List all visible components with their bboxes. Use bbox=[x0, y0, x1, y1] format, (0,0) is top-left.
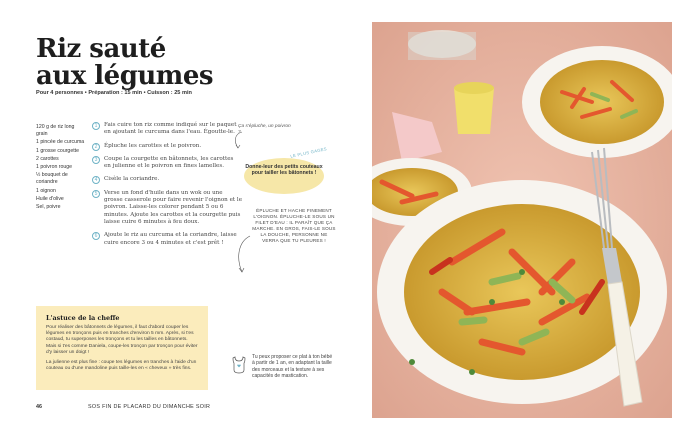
step-item bbox=[92, 232, 242, 247]
chef-tip-paragraph: Pour réaliser des bâtonnets de légumes, il faut d'abord couper les légumes en tronçons puis en tranches d'environ 5 mm. Après, si t'es costaud, tu superposes les tronçons et tu les tailles en bâtonnets. Mais si t'es comme Daniela, coupe-les tronçon par tronçon pour éviter d'y laisser un doigt ! bbox=[46, 325, 198, 355]
baby-note: Tu peux proposer ce plat à ton bébé à partir de 1 an, en adaptant la taille des morceaux et la texture à ses capacités de mastication. bbox=[252, 354, 333, 379]
step-number: 6 bbox=[92, 232, 100, 240]
cilantro-leaf bbox=[519, 269, 525, 275]
step-item bbox=[92, 190, 242, 227]
cilantro-leaf bbox=[559, 299, 565, 305]
yellow-cup bbox=[454, 88, 494, 134]
step-text: Verse un fond d'huile dans un wok ou une grosse casserole pour faire revenir l'oignon et le poivron. Laisse-les colorer pendant 5 ou 6 minutes. Ajoute les carottes et la courgette puis laisse cuire 6 minutes à feu doux. bbox=[104, 189, 243, 226]
page-number: 46 bbox=[36, 404, 42, 410]
chef-tip-title: L'astuce de la cheffe bbox=[46, 314, 120, 322]
step-item bbox=[92, 176, 242, 183]
cilantro-leaf bbox=[489, 299, 495, 305]
step-item bbox=[92, 122, 242, 137]
tip-tag: LE PLUS GAGES bbox=[289, 146, 328, 159]
ingredient-item: 1 grosse courgette bbox=[36, 147, 79, 154]
recipe-title-line2: aux légumes bbox=[36, 61, 213, 91]
ingredients-list bbox=[36, 124, 86, 212]
recipe-title bbox=[36, 36, 256, 90]
yellow-cup-rim bbox=[454, 82, 494, 94]
tip-bubble: Donne-leur des petits couteaux pour tailler les bâtonnets ! bbox=[244, 158, 324, 194]
cilantro-leaf bbox=[469, 369, 475, 375]
baby-bib-icon bbox=[232, 356, 246, 374]
ingredient-item: 1 pincée de curcuma bbox=[36, 139, 85, 146]
step-number: 1 bbox=[92, 122, 100, 130]
curved-arrow-icon bbox=[232, 234, 252, 274]
cilantro-leaf bbox=[409, 359, 415, 365]
recipe-title-line1: Riz sauté bbox=[36, 34, 166, 64]
ingredient-item: ½ bouquet de coriandre bbox=[36, 172, 68, 186]
glass-body bbox=[408, 32, 476, 60]
recipe-photo bbox=[372, 22, 672, 418]
step-item bbox=[92, 156, 242, 171]
ingredient-item: 1 oignon bbox=[36, 187, 56, 194]
step-number: 2 bbox=[92, 143, 100, 151]
step-text: Épluche les carottes et le poivron. bbox=[104, 142, 202, 149]
step-number: 4 bbox=[92, 176, 100, 184]
step-text: Cisèle la coriandre. bbox=[104, 176, 160, 183]
ingredient-item: Huile d'olive bbox=[36, 195, 64, 202]
steps-list bbox=[92, 122, 242, 253]
step-text: Ajoute le riz au curcuma et la coriandre, laisse cuire encore 3 ou 4 minutes et c'est prêt ! bbox=[104, 232, 237, 246]
ingredient-item: 2 carottes bbox=[36, 155, 59, 162]
ingredient-item: Sel, poivre bbox=[36, 204, 61, 211]
rice-top bbox=[540, 60, 664, 144]
step-text: Fais cuire ton riz comme indiqué sur le paquet en ajoutant le curcuma dans l'eau. Égoutte-le. bbox=[104, 122, 237, 136]
ingredient-item: 1 poivron rouge bbox=[36, 164, 73, 171]
step-text: Coupe la courgette en bâtonnets, les carottes en julienne et le poivron en fines lamelles. bbox=[104, 155, 234, 170]
note-epluche: Ça s'épluche, un poivron ? bbox=[238, 124, 291, 135]
chef-tip-paragraph: La julienne est plus fine : coupe tes légumes en tranches à l'aide d'un couteau ou d'une mandoline puis taille-les en « cheveux » très fins. bbox=[46, 360, 197, 372]
step-number: 5 bbox=[92, 190, 100, 198]
recipe-meta: Pour 4 personnes • Préparation : 15 min • Cuisson : 25 min bbox=[36, 90, 192, 96]
ingredient-item: 120 g de riz long grain bbox=[36, 124, 75, 138]
book-title: SOS FIN DE PLACARD DU DIMANCHE SOIR bbox=[88, 404, 211, 410]
chef-tip-box bbox=[36, 306, 208, 390]
step-number: 3 bbox=[92, 156, 100, 164]
step-item bbox=[92, 143, 242, 150]
note-oignon: ÉPLUCHE ET HACHE FINEMENT L'OIGNON. ÉPLUCHE-LE SOUS UN FILET D'EAU : IL PARAÎT QUE ÇA MARCHE. EN GROS, FAIS-LE SOUS LA DOUCHE, PERSONNE NE VERRA QUE TU PLEURES ! bbox=[252, 208, 336, 243]
